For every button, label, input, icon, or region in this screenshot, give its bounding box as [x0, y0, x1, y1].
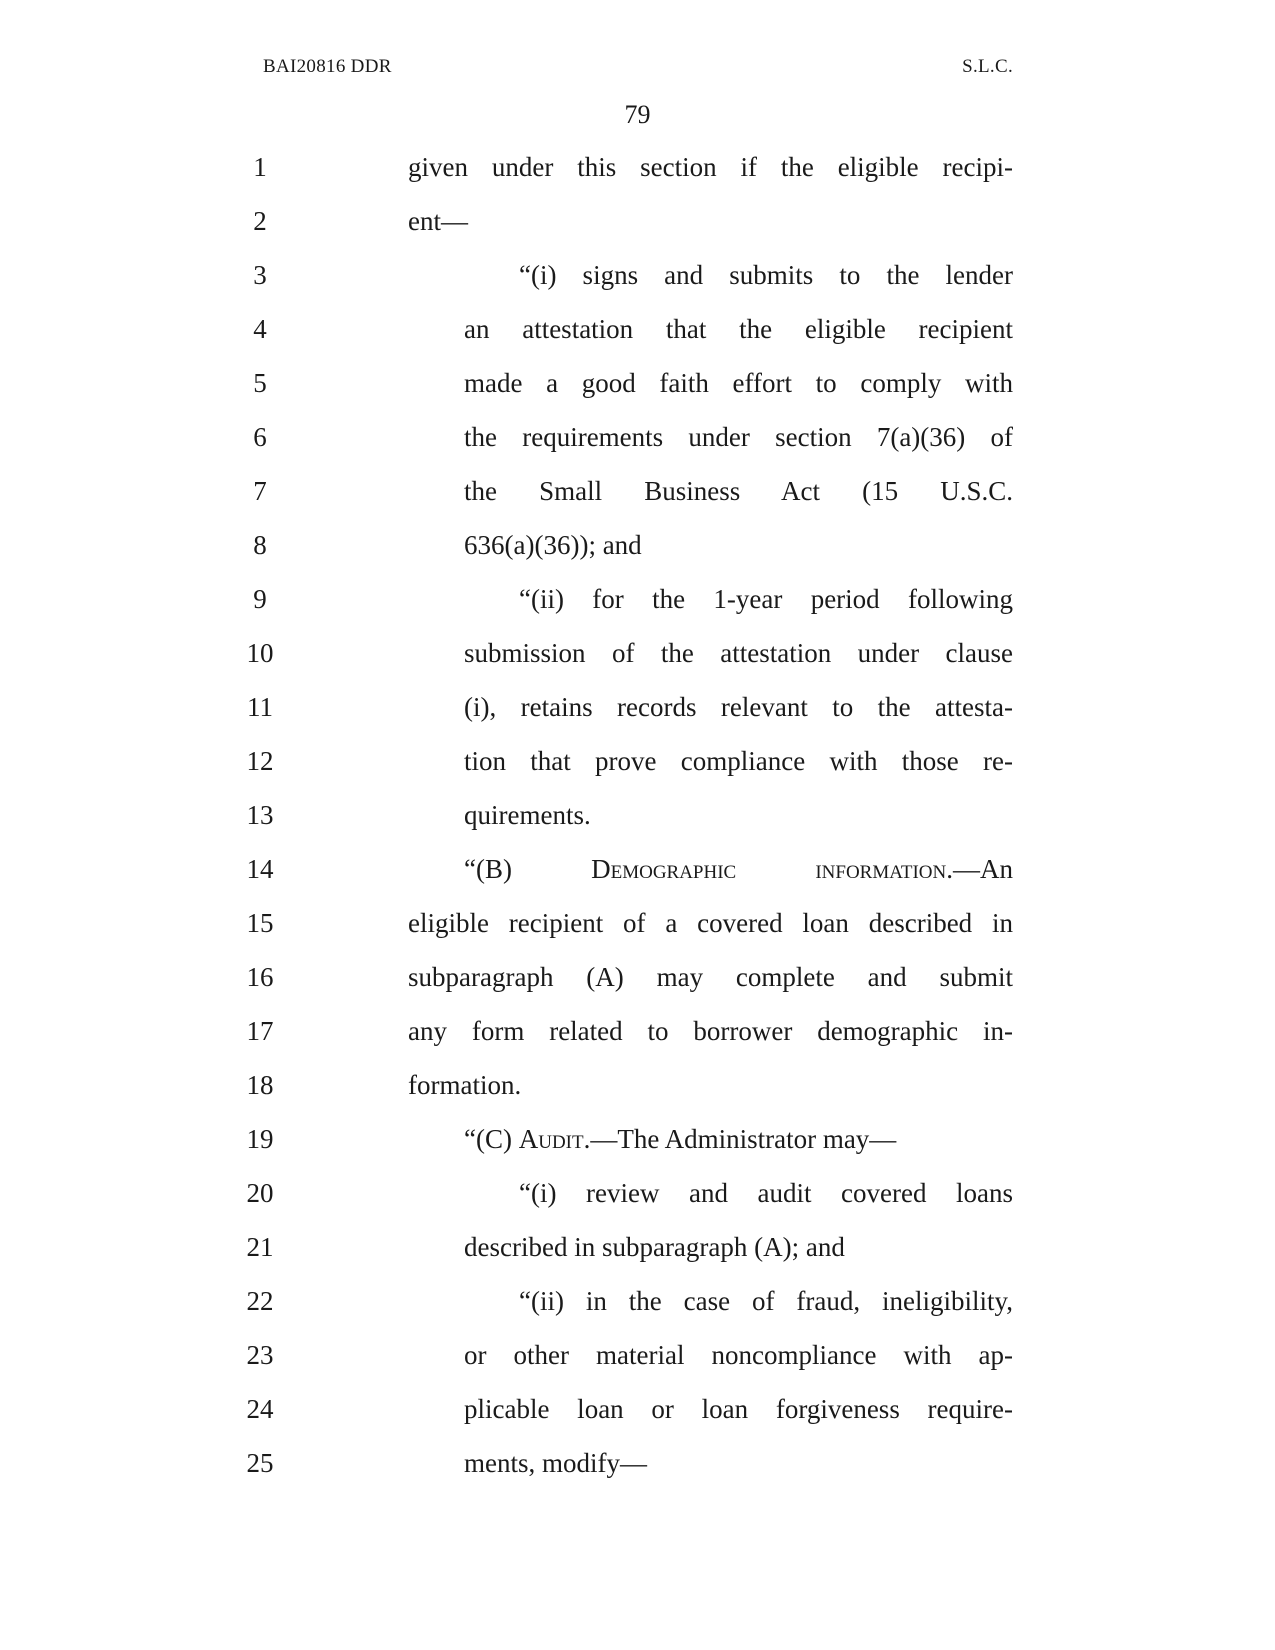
line-text: [464, 410, 1013, 464]
line-text: [464, 1112, 896, 1166]
line-number: 4: [253, 314, 267, 344]
line-text: [464, 356, 1013, 410]
line-text: [464, 1220, 845, 1274]
line-number: 2: [253, 206, 267, 236]
text-segment: described in subparagraph (A); and: [464, 1232, 845, 1262]
text-segment: any form related to borrower demographic in-: [408, 1016, 1013, 1046]
page-number: 79: [624, 100, 651, 129]
text-line: [0, 1436, 1275, 1490]
text-segment: an attestation that the eligible recipient: [464, 314, 1013, 344]
line-text: [519, 1166, 1013, 1220]
text-segment: “(i) review and audit covered loans: [519, 1178, 1013, 1208]
line-text: [519, 572, 1013, 626]
text-segment: or other material noncompliance with ap-: [464, 1340, 1013, 1370]
text-line: [0, 302, 1275, 356]
line-text: [408, 896, 1013, 950]
text-segment: “(B): [464, 854, 592, 884]
line-text: [408, 950, 1013, 1004]
text-line: [0, 572, 1275, 626]
line-number: 22: [246, 1286, 274, 1316]
text-line: [0, 1166, 1275, 1220]
text-segment: “(ii) for the 1-year period following: [519, 584, 1013, 614]
line-text: [408, 194, 468, 248]
line-number: 7: [253, 476, 267, 506]
bill-text-body: [0, 140, 1275, 1490]
text-line: [0, 950, 1275, 1004]
text-line: [0, 680, 1275, 734]
line-text: [464, 1436, 647, 1490]
text-segment: .—The Administrator may—: [583, 1124, 897, 1154]
line-number: 1: [253, 152, 267, 182]
line-text: [464, 734, 1013, 788]
line-number: 6: [253, 422, 267, 452]
text-segment: the requirements under section 7(a)(36) of: [464, 422, 1013, 452]
text-segment: “(i) signs and submits to the lender: [519, 260, 1013, 290]
text-line: [0, 410, 1275, 464]
text-line: [0, 1274, 1275, 1328]
text-line: [0, 626, 1275, 680]
text-line: [0, 734, 1275, 788]
line-number: 21: [246, 1232, 274, 1262]
line-text: [464, 842, 1013, 896]
text-line: [0, 788, 1275, 842]
small-caps-heading: Demographic information: [591, 854, 947, 884]
text-line: [0, 1382, 1275, 1436]
line-number: 10: [246, 638, 274, 668]
text-segment: quirements.: [464, 800, 591, 830]
text-line: [0, 842, 1275, 896]
line-text: [408, 140, 1013, 194]
text-line: [0, 140, 1275, 194]
line-text: [519, 1274, 1013, 1328]
text-segment: formation.: [408, 1070, 522, 1100]
text-line: [0, 1004, 1275, 1058]
text-line: [0, 356, 1275, 410]
text-line: [0, 464, 1275, 518]
text-segment: ent—: [408, 206, 468, 236]
text-segment: plicable loan or loan forgiveness require-: [464, 1394, 1013, 1424]
text-line: [0, 896, 1275, 950]
line-number: 24: [246, 1394, 274, 1424]
line-number: 18: [246, 1070, 274, 1100]
line-number: 13: [246, 800, 274, 830]
text-segment: “(C): [464, 1124, 519, 1154]
text-segment: (i), retains records relevant to the attesta-: [464, 692, 1013, 722]
text-segment: subparagraph (A) may complete and submit: [408, 962, 1013, 992]
line-text: [464, 680, 1013, 734]
line-number: 3: [253, 260, 267, 290]
line-number: 8: [253, 530, 267, 560]
text-segment: 636(a)(36)); and: [464, 530, 642, 560]
text-segment: .—An: [946, 854, 1013, 884]
line-text: [464, 626, 1013, 680]
text-segment: submission of the attestation under clause: [464, 638, 1013, 668]
text-segment: made a good faith effort to comply with: [464, 368, 1013, 398]
line-number: 16: [246, 962, 274, 992]
text-line: [0, 1220, 1275, 1274]
line-number: 23: [246, 1340, 274, 1370]
text-segment: “(ii) in the case of fraud, ineligibility,: [519, 1286, 1013, 1316]
line-text: [464, 302, 1013, 356]
text-segment: ments, modify—: [464, 1448, 647, 1478]
line-number: 5: [253, 368, 267, 398]
line-number: 14: [246, 854, 274, 884]
line-number: 25: [246, 1448, 274, 1478]
line-number: 20: [246, 1178, 274, 1208]
line-text: [408, 1004, 1013, 1058]
text-segment: tion that prove compliance with those re-: [464, 746, 1013, 776]
text-line: [0, 1058, 1275, 1112]
text-line: [0, 248, 1275, 302]
text-line: [0, 194, 1275, 248]
line-number: 19: [246, 1124, 274, 1154]
line-number: 9: [253, 584, 267, 614]
text-segment: the Small Business Act (15 U.S.C.: [464, 476, 1013, 506]
line-text: [464, 1328, 1013, 1382]
line-number: 11: [247, 692, 273, 722]
line-text: [464, 518, 642, 572]
line-text: [408, 1058, 521, 1112]
document-id: BAI20816 DDR: [263, 56, 392, 77]
text-line: [0, 1112, 1275, 1166]
line-text: [519, 248, 1013, 302]
text-line: [0, 518, 1275, 572]
text-segment: given under this section if the eligible recipi-: [408, 152, 1013, 182]
line-text: [464, 1382, 1013, 1436]
line-text: [464, 788, 591, 842]
line-number: 12: [246, 746, 274, 776]
small-caps-heading: Audit: [518, 1124, 584, 1154]
line-number: 17: [246, 1016, 274, 1046]
line-text: [464, 464, 1013, 518]
line-number: 15: [246, 908, 274, 938]
text-line: [0, 1328, 1275, 1382]
text-segment: eligible recipient of a covered loan described in: [408, 908, 1013, 938]
document-code: S.L.C.: [962, 56, 1013, 77]
